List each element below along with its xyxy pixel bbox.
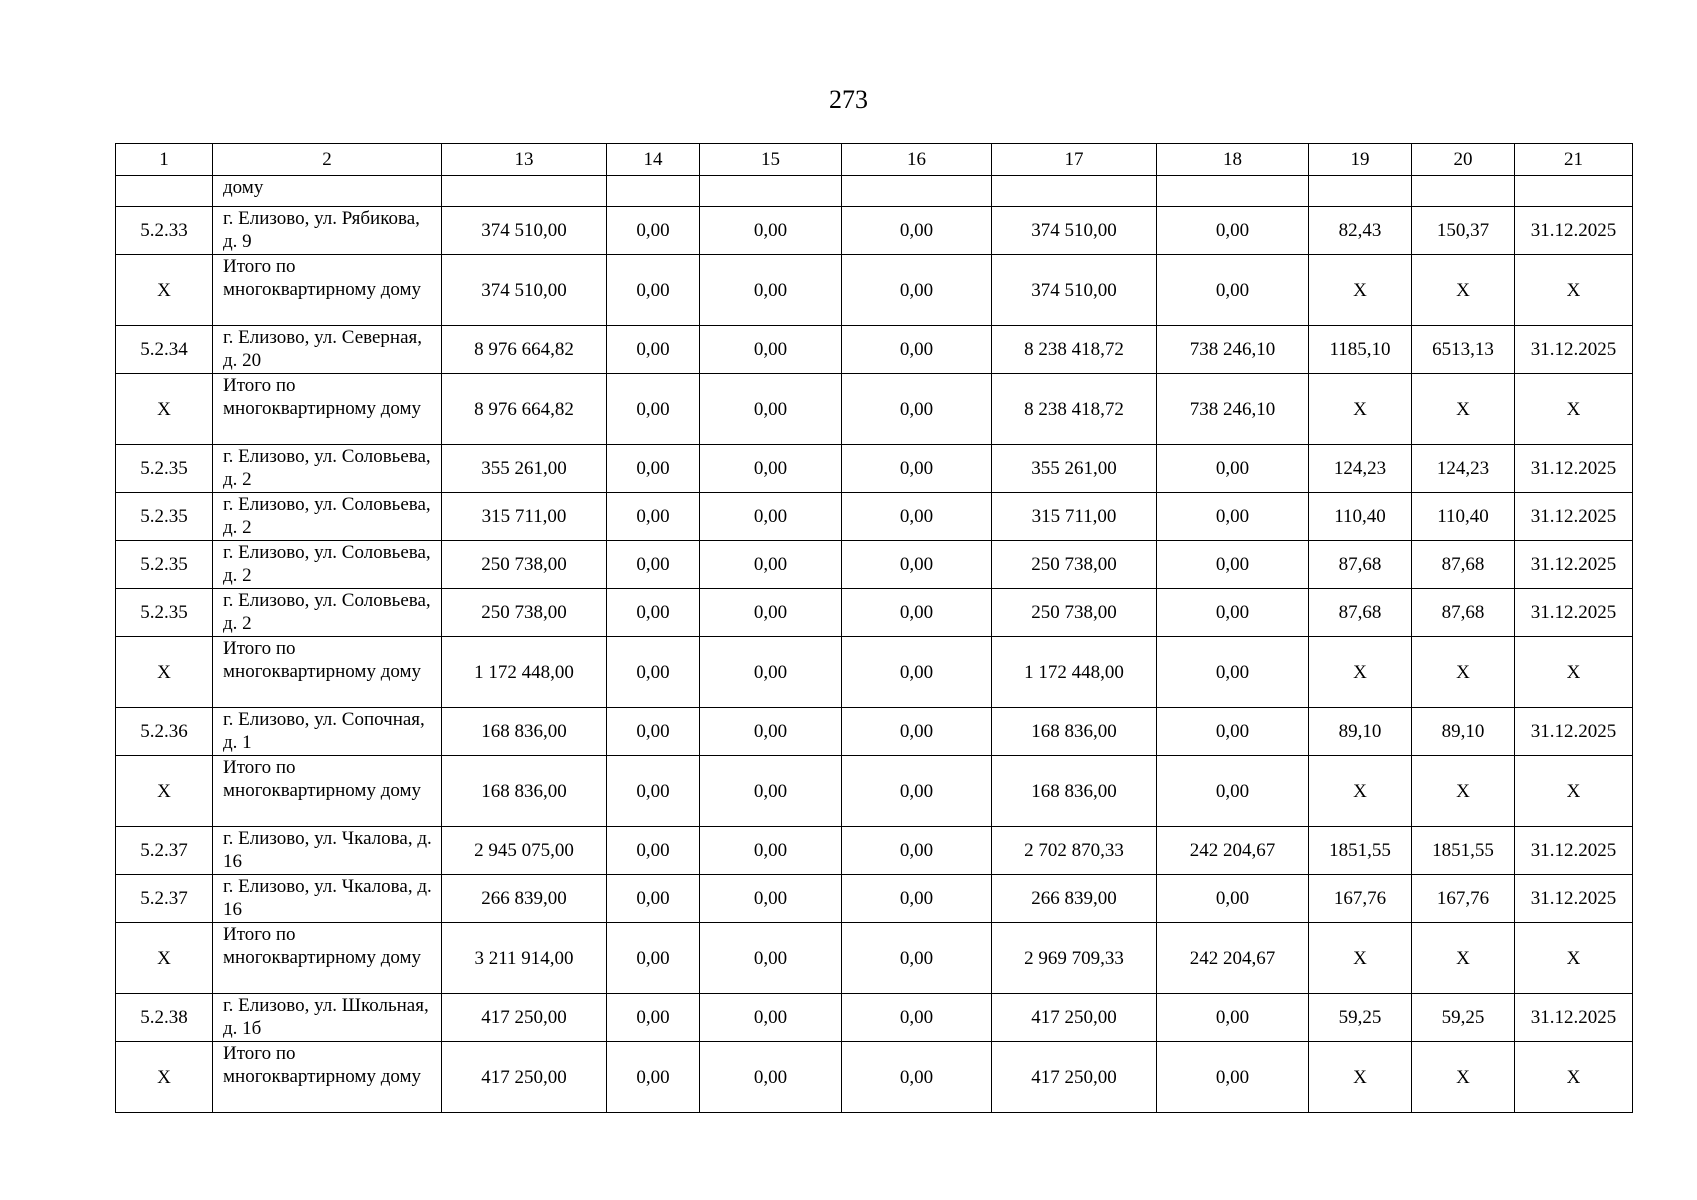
table-cell: 3 211 914,00 [442, 923, 607, 994]
table-cell: X [1412, 1042, 1515, 1113]
table-cell: 8 238 418,72 [992, 326, 1157, 374]
table-cell [1309, 176, 1412, 207]
address-cell: г. Елизово, ул. Чкалова, д. 16 [213, 827, 442, 875]
table-cell: 374 510,00 [442, 255, 607, 326]
table-row [116, 541, 1633, 589]
table-cell: 0,00 [700, 994, 842, 1042]
table-cell: 0,00 [607, 875, 700, 923]
table-cell: 31.12.2025 [1515, 207, 1633, 255]
table-cell: 0,00 [1157, 255, 1309, 326]
table-cell: 250 738,00 [442, 589, 607, 637]
table-cell [700, 176, 842, 207]
table-cell: 0,00 [842, 923, 992, 994]
table-cell [1157, 176, 1309, 207]
table-cell: 0,00 [607, 326, 700, 374]
table-cell: X [1412, 923, 1515, 994]
table-cell: 1851,55 [1412, 827, 1515, 875]
table-row [116, 756, 1633, 827]
table-cell: 0,00 [700, 827, 842, 875]
table-cell: 242 204,67 [1157, 827, 1309, 875]
table-cell: X [1309, 756, 1412, 827]
table-cell: 89,10 [1309, 708, 1412, 756]
table-cell: 167,76 [1412, 875, 1515, 923]
table-cell: 5.2.37 [116, 827, 213, 875]
table-cell: 250 738,00 [442, 541, 607, 589]
table-cell: 31.12.2025 [1515, 589, 1633, 637]
table-row [116, 994, 1633, 1042]
table-cell: 5.2.35 [116, 493, 213, 541]
table-cell: X [1515, 255, 1633, 326]
table-cell: 87,68 [1309, 589, 1412, 637]
table-cell: 0,00 [1157, 994, 1309, 1042]
address-cell: дому [213, 176, 442, 207]
table-cell: 0,00 [700, 637, 842, 708]
table-cell: 8 976 664,82 [442, 326, 607, 374]
table-cell: 355 261,00 [442, 445, 607, 493]
table-cell: 0,00 [842, 445, 992, 493]
table-cell: 0,00 [842, 541, 992, 589]
table-cell: 0,00 [607, 541, 700, 589]
table-cell: 0,00 [842, 493, 992, 541]
table-cell [1515, 176, 1633, 207]
address-cell: г. Елизово, ул. Северная, д. 20 [213, 326, 442, 374]
table-cell: X [1515, 1042, 1633, 1113]
table-header [116, 144, 1633, 176]
table-cell: 8 976 664,82 [442, 374, 607, 445]
table-cell: 89,10 [1412, 708, 1515, 756]
table-row [116, 1042, 1633, 1113]
table-cell: X [116, 923, 213, 994]
column-header: 13 [442, 144, 607, 176]
table-cell: 0,00 [607, 255, 700, 326]
table-cell: 0,00 [1157, 207, 1309, 255]
table-row [116, 445, 1633, 493]
table-cell: 0,00 [607, 708, 700, 756]
address-cell: г. Елизово, ул. Чкалова, д. 16 [213, 875, 442, 923]
table-body [116, 176, 1633, 1113]
table-cell [1412, 176, 1515, 207]
table-cell: 0,00 [607, 756, 700, 827]
table-cell: 0,00 [842, 994, 992, 1042]
table-cell: 0,00 [607, 994, 700, 1042]
table-cell: 417 250,00 [992, 994, 1157, 1042]
table-cell: 374 510,00 [992, 207, 1157, 255]
table-cell: X [1412, 637, 1515, 708]
table-cell: 87,68 [1412, 589, 1515, 637]
table-cell: X [116, 637, 213, 708]
table-row [116, 708, 1633, 756]
table-cell: 0,00 [607, 493, 700, 541]
table-cell: 0,00 [607, 445, 700, 493]
table-cell: 0,00 [842, 827, 992, 875]
table-cell: 31.12.2025 [1515, 493, 1633, 541]
table-cell: 2 702 870,33 [992, 827, 1157, 875]
table-cell: X [1309, 923, 1412, 994]
table-cell: 1851,55 [1309, 827, 1412, 875]
table-cell: 0,00 [1157, 637, 1309, 708]
table-cell: 0,00 [700, 1042, 842, 1113]
table-row [116, 923, 1633, 994]
table-cell: X [1412, 374, 1515, 445]
table-cell: X [116, 756, 213, 827]
table-cell: 59,25 [1309, 994, 1412, 1042]
table-cell: 0,00 [700, 255, 842, 326]
table-cell: 242 204,67 [1157, 923, 1309, 994]
table-cell: 266 839,00 [992, 875, 1157, 923]
column-header: 14 [607, 144, 700, 176]
table-cell: 168 836,00 [442, 708, 607, 756]
table-cell: 0,00 [700, 756, 842, 827]
table-cell: 0,00 [842, 326, 992, 374]
table-cell: 0,00 [700, 589, 842, 637]
table-cell: 2 945 075,00 [442, 827, 607, 875]
table-cell: X [116, 1042, 213, 1113]
table-cell: 0,00 [1157, 1042, 1309, 1113]
table-cell: 0,00 [842, 875, 992, 923]
table-cell: 2 969 709,33 [992, 923, 1157, 994]
address-cell: Итого по многоквартирному дому [213, 255, 442, 326]
table-cell: 5.2.35 [116, 541, 213, 589]
table-cell: 0,00 [700, 207, 842, 255]
address-cell: г. Елизово, ул. Школьная, д. 1б [213, 994, 442, 1042]
table-cell: 250 738,00 [992, 589, 1157, 637]
address-cell: Итого по многоквартирному дому [213, 923, 442, 994]
header-row [116, 144, 1633, 176]
table-cell: 168 836,00 [992, 756, 1157, 827]
table-cell: 374 510,00 [992, 255, 1157, 326]
table-cell: 0,00 [842, 374, 992, 445]
table-cell: 355 261,00 [992, 445, 1157, 493]
table-cell: 87,68 [1309, 541, 1412, 589]
table-cell: X [1309, 374, 1412, 445]
table-cell: 0,00 [700, 708, 842, 756]
table-cell: 315 711,00 [992, 493, 1157, 541]
table-cell: 31.12.2025 [1515, 875, 1633, 923]
table-cell: X [116, 255, 213, 326]
table-cell: 0,00 [1157, 445, 1309, 493]
table-cell: 374 510,00 [442, 207, 607, 255]
table-cell: 5.2.38 [116, 994, 213, 1042]
table-cell: 5.2.34 [116, 326, 213, 374]
table-cell: 0,00 [842, 255, 992, 326]
table-cell: 110,40 [1309, 493, 1412, 541]
table-cell: X [1309, 637, 1412, 708]
table-row [116, 637, 1633, 708]
table-cell: X [1515, 923, 1633, 994]
table-cell: 124,23 [1309, 445, 1412, 493]
address-cell: Итого по многоквартирному дому [213, 1042, 442, 1113]
table-cell: 0,00 [1157, 493, 1309, 541]
table-cell: 0,00 [607, 207, 700, 255]
table-cell: 417 250,00 [442, 1042, 607, 1113]
table-cell: 250 738,00 [992, 541, 1157, 589]
address-cell: г. Елизово, ул. Рябикова, д. 9 [213, 207, 442, 255]
column-header: 17 [992, 144, 1157, 176]
table-row [116, 875, 1633, 923]
column-header: 20 [1412, 144, 1515, 176]
table-cell: 0,00 [842, 637, 992, 708]
address-cell: г. Елизово, ул. Соловьева, д. 2 [213, 493, 442, 541]
table-cell: 0,00 [842, 207, 992, 255]
column-header: 2 [213, 144, 442, 176]
address-cell: г. Елизово, ул. Соловьева, д. 2 [213, 445, 442, 493]
table-cell: 0,00 [1157, 756, 1309, 827]
table-cell: 0,00 [607, 1042, 700, 1113]
table-cell: 738 246,10 [1157, 326, 1309, 374]
table-cell: 0,00 [700, 445, 842, 493]
table-cell: 0,00 [607, 923, 700, 994]
table-cell: 0,00 [842, 1042, 992, 1113]
table-cell [842, 176, 992, 207]
table-cell: 5.2.36 [116, 708, 213, 756]
table-cell: X [1309, 1042, 1412, 1113]
column-header: 18 [1157, 144, 1309, 176]
table-cell: 31.12.2025 [1515, 541, 1633, 589]
column-header: 19 [1309, 144, 1412, 176]
table-cell: 738 246,10 [1157, 374, 1309, 445]
table-cell: 1 172 448,00 [442, 637, 607, 708]
table-cell: 82,43 [1309, 207, 1412, 255]
table-cell: 6513,13 [1412, 326, 1515, 374]
table-cell: 31.12.2025 [1515, 326, 1633, 374]
table-cell [116, 176, 213, 207]
table-cell: 0,00 [700, 541, 842, 589]
address-cell: г. Елизово, ул. Сопочная, д. 1 [213, 708, 442, 756]
table-cell: 0,00 [1157, 875, 1309, 923]
table-cell: 31.12.2025 [1515, 994, 1633, 1042]
table-cell: 0,00 [842, 589, 992, 637]
table-cell: 0,00 [700, 326, 842, 374]
table-cell: 0,00 [700, 374, 842, 445]
table-cell: 31.12.2025 [1515, 445, 1633, 493]
table-cell: 5.2.33 [116, 207, 213, 255]
table-cell: X [1412, 756, 1515, 827]
table-cell [992, 176, 1157, 207]
table-row [116, 589, 1633, 637]
table-cell: X [116, 374, 213, 445]
table-cell: 8 238 418,72 [992, 374, 1157, 445]
table-cell: 87,68 [1412, 541, 1515, 589]
table-row [116, 207, 1633, 255]
table-cell: 168 836,00 [992, 708, 1157, 756]
table-cell: 59,25 [1412, 994, 1515, 1042]
table-row [116, 493, 1633, 541]
table-cell: 168 836,00 [442, 756, 607, 827]
table-cell: 5.2.35 [116, 589, 213, 637]
table-cell: 110,40 [1412, 493, 1515, 541]
table-cell: 124,23 [1412, 445, 1515, 493]
table-row [116, 176, 1633, 207]
table-cell: X [1515, 374, 1633, 445]
table-cell: 1 172 448,00 [992, 637, 1157, 708]
table-cell: 0,00 [700, 493, 842, 541]
table-cell: X [1412, 255, 1515, 326]
address-cell: Итого по многоквартирному дому [213, 374, 442, 445]
data-table [115, 143, 1633, 1113]
table-row [116, 255, 1633, 326]
table-cell: 1185,10 [1309, 326, 1412, 374]
table-cell: X [1515, 756, 1633, 827]
table-cell: 315 711,00 [442, 493, 607, 541]
table-row [116, 326, 1633, 374]
table-cell: 0,00 [607, 374, 700, 445]
table-row [116, 374, 1633, 445]
table-cell [607, 176, 700, 207]
table-cell: 31.12.2025 [1515, 827, 1633, 875]
table-row [116, 827, 1633, 875]
table-cell: 0,00 [1157, 589, 1309, 637]
table-cell: 0,00 [842, 708, 992, 756]
table-cell: 167,76 [1309, 875, 1412, 923]
table-cell: 150,37 [1412, 207, 1515, 255]
table-cell: 0,00 [607, 589, 700, 637]
table-cell: 5.2.37 [116, 875, 213, 923]
table-cell: 417 250,00 [992, 1042, 1157, 1113]
address-cell: Итого по многоквартирному дому [213, 637, 442, 708]
table-cell: 0,00 [842, 756, 992, 827]
table-cell: 0,00 [700, 875, 842, 923]
column-header: 15 [700, 144, 842, 176]
table-cell: 31.12.2025 [1515, 708, 1633, 756]
table-cell [442, 176, 607, 207]
table-cell: X [1515, 637, 1633, 708]
table-cell: 0,00 [607, 637, 700, 708]
table-cell: 0,00 [1157, 708, 1309, 756]
column-header: 21 [1515, 144, 1633, 176]
address-cell: г. Елизово, ул. Соловьева, д. 2 [213, 589, 442, 637]
column-header: 1 [116, 144, 213, 176]
table-cell: 266 839,00 [442, 875, 607, 923]
table-cell: X [1309, 255, 1412, 326]
table-cell: 417 250,00 [442, 994, 607, 1042]
page-number: 273 [829, 85, 868, 114]
table-cell: 5.2.35 [116, 445, 213, 493]
address-cell: г. Елизово, ул. Соловьева, д. 2 [213, 541, 442, 589]
table-cell: 0,00 [700, 923, 842, 994]
column-header: 16 [842, 144, 992, 176]
table-cell: 0,00 [607, 827, 700, 875]
address-cell: Итого по многоквартирному дому [213, 756, 442, 827]
table-cell: 0,00 [1157, 541, 1309, 589]
